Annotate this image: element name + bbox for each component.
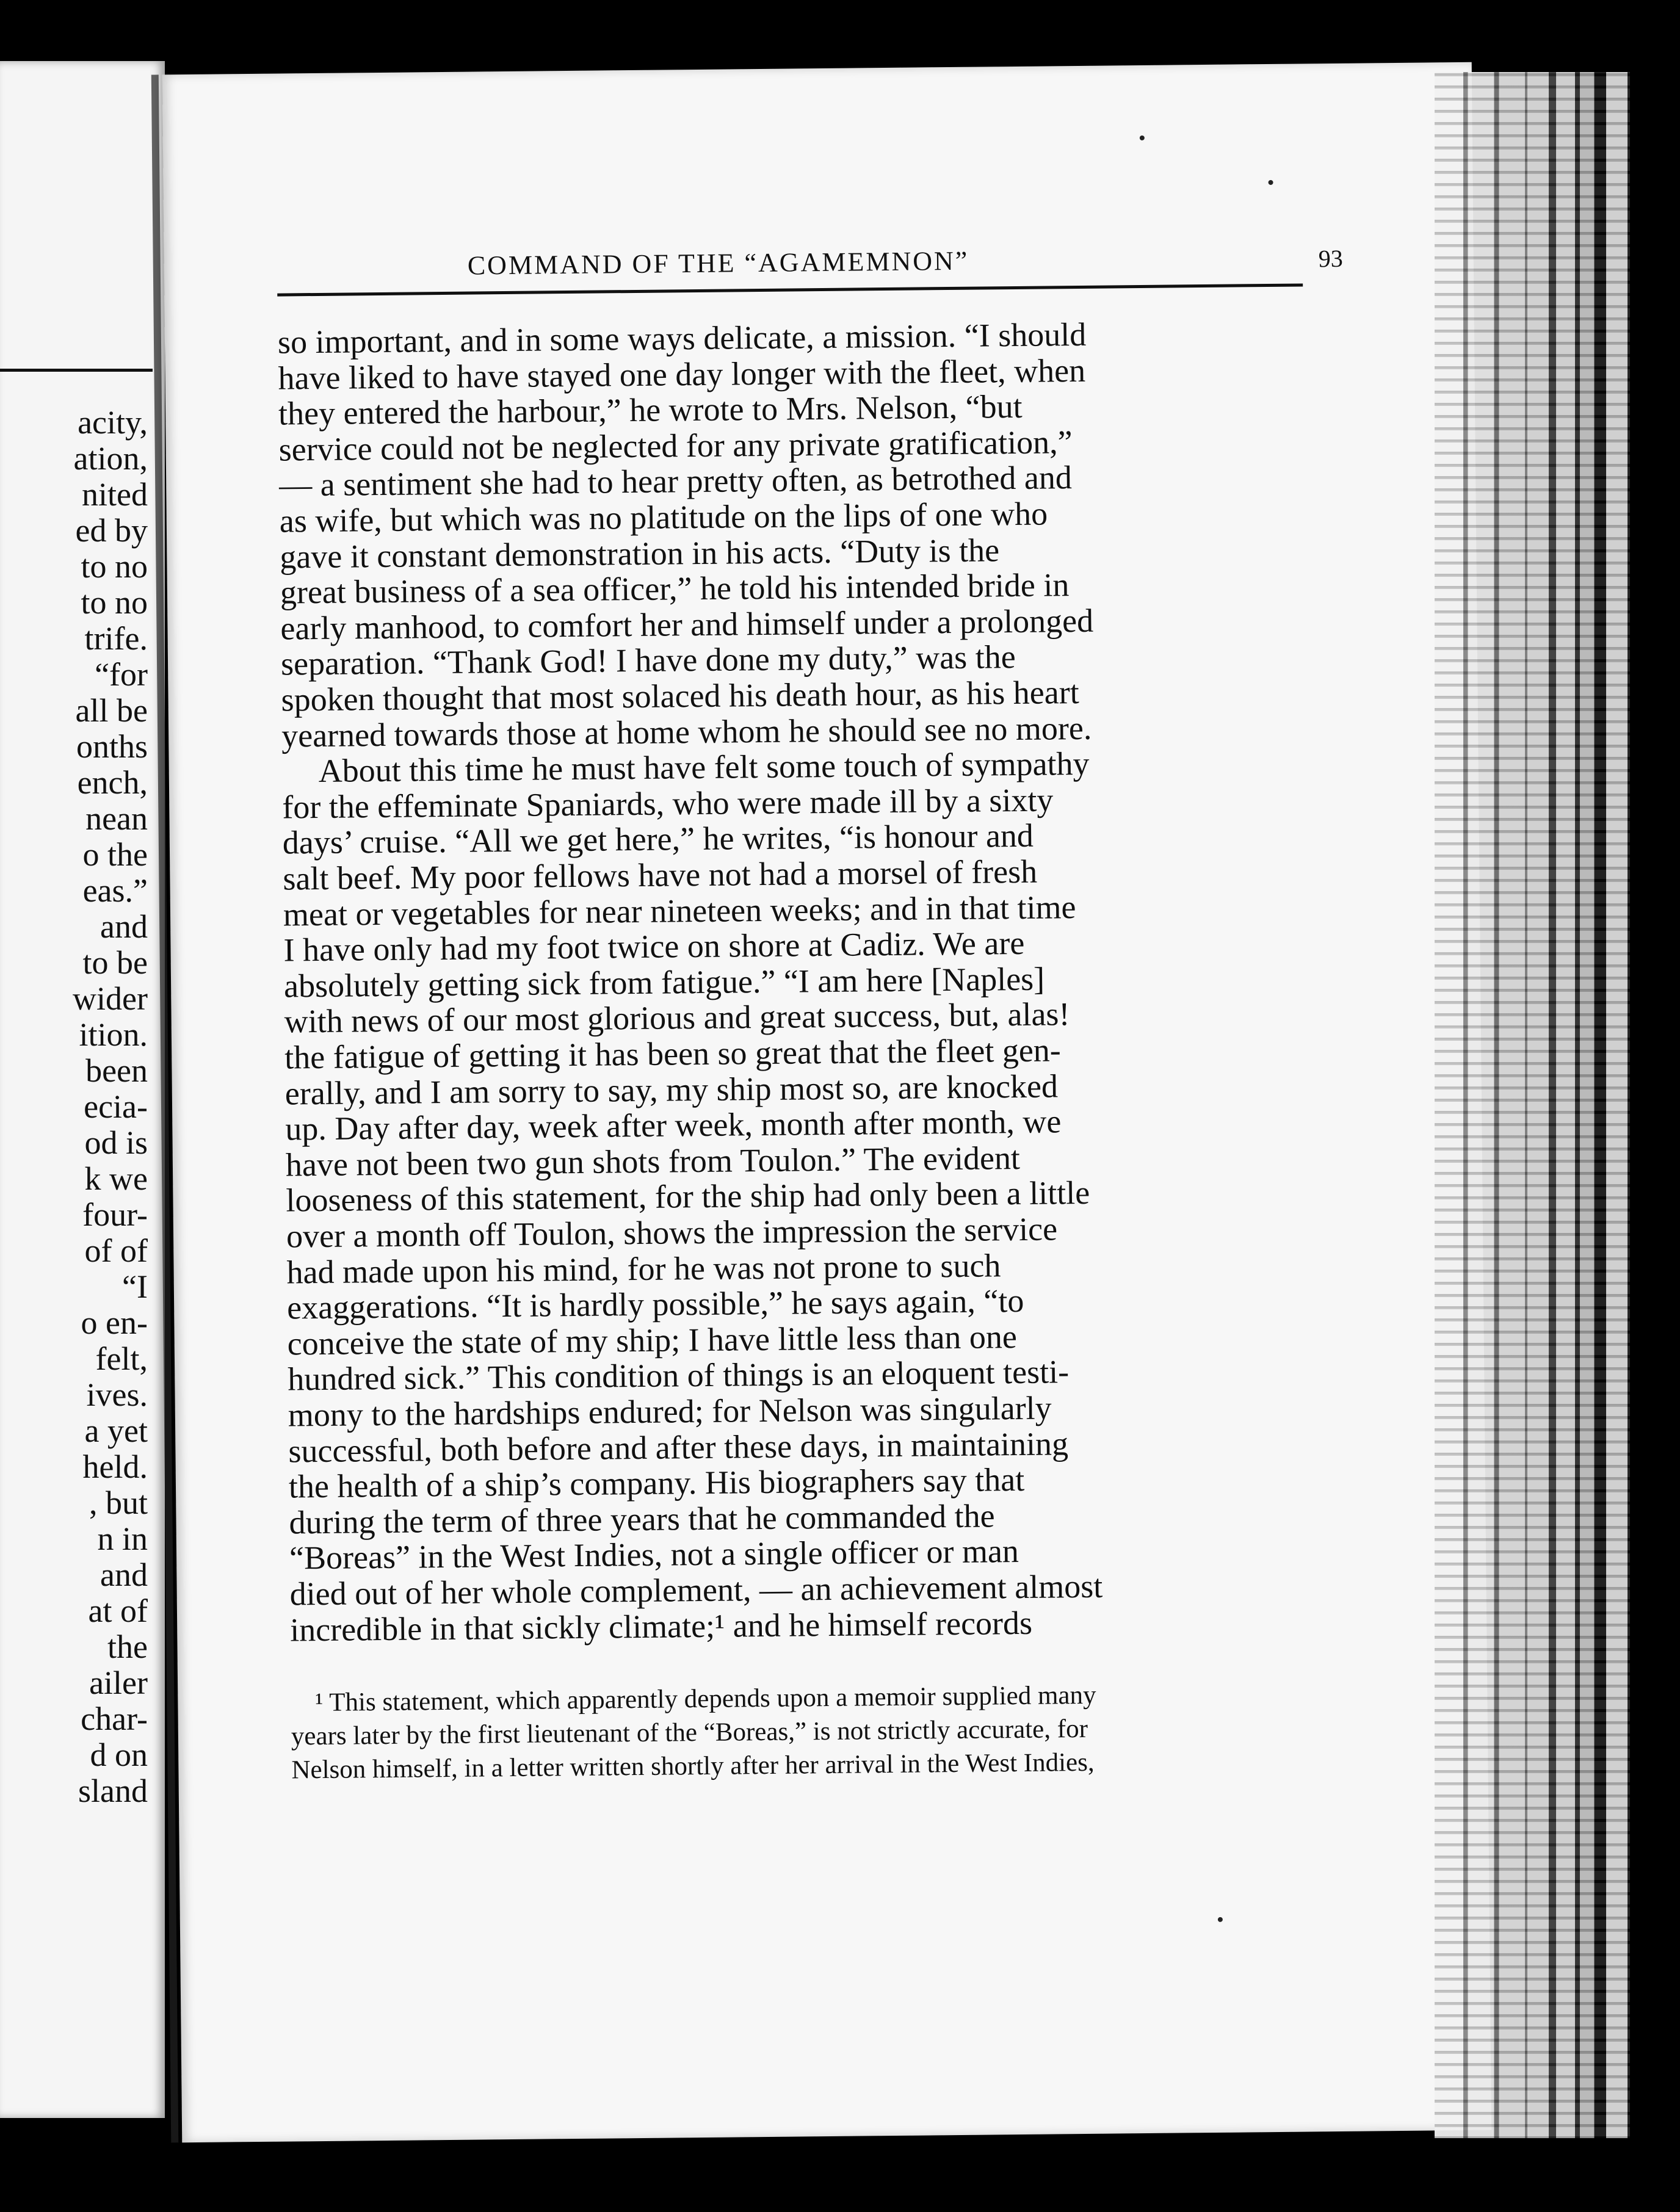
left-page-line: ition. xyxy=(79,1016,148,1053)
page-number: 93 xyxy=(1318,244,1343,273)
page-93 xyxy=(162,62,1491,2142)
body-line: separation. “Thank God! I have done my duty,” was the xyxy=(280,638,1016,682)
body-line: looseness of this statement, for the ship had only been a little xyxy=(286,1174,1090,1219)
body-line: early manhood, to comfort her and himself under a prolonged xyxy=(280,602,1094,647)
left-page-line: ailer xyxy=(89,1664,148,1701)
body-line: yearned towards those at home whom he should see no more. xyxy=(281,709,1092,754)
left-page-line: the xyxy=(107,1628,148,1665)
page-speck xyxy=(1140,136,1145,140)
left-page-line: od is xyxy=(84,1124,148,1161)
footnote-line: years later by the first lieutenant of the “Boreas,” is not strictly accurate, for xyxy=(291,1714,1088,1751)
dark-book-edge xyxy=(1630,72,1673,2138)
left-page-fragment xyxy=(0,61,165,2118)
left-page-line: n in xyxy=(97,1520,148,1557)
left-page-line: wider xyxy=(73,980,148,1017)
body-line: absolutely getting sick from fatigue.” “I am here [Naples] xyxy=(283,960,1045,1005)
body-line: incredible in that sickly climate;¹ and he himself records xyxy=(289,1604,1033,1649)
body-line: during the term of three years that he commanded the xyxy=(289,1497,995,1541)
left-page-line: been xyxy=(85,1052,148,1089)
left-page-line: of of xyxy=(84,1232,148,1269)
body-line: had made upon his mind, for he was not prone to such xyxy=(286,1246,1001,1291)
body-line: successful, both before and after these days, in maintaining xyxy=(288,1425,1069,1470)
body-line: I have only had my foot twice on shore at Cadiz. We are xyxy=(283,925,1025,969)
body-line: spoken thought that most solaced his death hour, as his heart xyxy=(281,674,1079,718)
left-page-line: a yet xyxy=(84,1412,148,1449)
body-line: with news of our most glorious and great success, but, alas! xyxy=(284,996,1070,1040)
body-line: died out of her whole complement, — an achievement almost xyxy=(289,1567,1103,1613)
left-page-line: eas.” xyxy=(82,872,148,909)
body-line: have not been two gun shots from Toulon.” The evident xyxy=(285,1139,1021,1184)
left-page-line: and xyxy=(100,1556,148,1593)
body-line: erally, and I am sorry to say, my ship most so, are knocked xyxy=(284,1067,1059,1112)
left-page-line: o en- xyxy=(81,1304,148,1341)
left-page-line: at of xyxy=(88,1592,148,1629)
body-line: the fatigue of getting it has been so great that the fleet gen- xyxy=(284,1032,1062,1076)
body-text xyxy=(277,315,1175,1649)
footnote-line: Nelson himself, in a letter written shortly after her arrival in the West Indies, xyxy=(291,1748,1095,1785)
left-page-line: four- xyxy=(82,1196,148,1233)
left-page-line: nean xyxy=(85,800,148,837)
left-page-line: onths xyxy=(76,728,148,765)
left-page-line: k we xyxy=(84,1160,148,1197)
running-header-title: COMMAND OF THE “AGAMEMNON” xyxy=(467,245,969,281)
page-speck xyxy=(1218,1917,1223,1922)
left-page-line: ecia- xyxy=(84,1088,148,1125)
left-page-line: “I xyxy=(122,1268,148,1305)
left-page-line: trife. xyxy=(84,620,148,657)
left-page-line: felt, xyxy=(95,1340,148,1377)
left-page-line: “for xyxy=(95,656,148,693)
left-page-line: ives. xyxy=(86,1376,148,1413)
left-page-line: d on xyxy=(90,1737,148,1773)
body-line: mony to the hardships endured; for Nelson was singularly xyxy=(288,1389,1052,1434)
body-line: exaggerations. “It is hardly possible,” he says again, “to xyxy=(286,1282,1024,1326)
left-page-line: and xyxy=(100,908,148,945)
body-line: gave it constant demonstration in his acts. “Duty is the xyxy=(280,531,1000,576)
left-page-line: nited xyxy=(82,476,148,513)
body-line: salt beef. My poor fellows have not had a morsel of fresh xyxy=(283,853,1038,897)
body-line: the health of a ship’s company. His biographers say that xyxy=(288,1461,1025,1505)
footnote-line: ¹ This statement, which apparently depends upon a memoir supplied many xyxy=(315,1680,1096,1718)
body-line: “Boreas” in the West Indies, not a single officer or man xyxy=(289,1533,1019,1577)
body-line: great business of a sea officer,” he told his intended bride in xyxy=(280,566,1070,611)
body-line: over a month off Toulon, shows the impression the service xyxy=(286,1210,1058,1255)
body-line: meat or vegetables for near nineteen weeks; and in that time xyxy=(283,888,1076,933)
left-page-line: all be xyxy=(75,692,148,729)
left-page-line: acity, xyxy=(78,404,148,441)
left-page-line: ation, xyxy=(73,440,148,477)
body-line: service could not be neglected for any private gratification,” xyxy=(278,423,1073,468)
body-line: — a sentiment she had to hear pretty often, as betrothed and xyxy=(278,459,1073,504)
body-line: About this time he must have felt some touch of sympathy xyxy=(318,745,1090,790)
body-line: days’ cruise. “All we get here,” he writes, “is honour and xyxy=(282,817,1034,861)
left-page-line: ed by xyxy=(75,512,148,549)
left-page-line: ench, xyxy=(77,764,148,801)
left-page-line: sland xyxy=(78,1773,148,1809)
left-page-line: o the xyxy=(82,836,148,873)
body-line: so important, and in some ways delicate, a mission. “I should xyxy=(277,316,1087,361)
left-header-rule xyxy=(0,369,153,372)
running-header xyxy=(277,242,1344,316)
body-line: have liked to have stayed one day longer with the fleet, when xyxy=(278,352,1086,397)
page-edge-stack xyxy=(1435,72,1673,2138)
body-line: up. Day after day, week after week, month after month, we xyxy=(285,1103,1062,1148)
body-line: as wife, but which was no platitude on the lips of one who xyxy=(279,495,1048,540)
page-speck xyxy=(1269,180,1273,185)
body-line: they entered the harbour,” he wrote to Mrs. Nelson, “but xyxy=(278,388,1023,432)
left-page-line: to be xyxy=(82,944,148,981)
header-rule xyxy=(277,283,1303,296)
left-page-line: char- xyxy=(81,1701,148,1737)
body-line: for the effeminate Spaniards, who were made ill by a sixty xyxy=(282,781,1054,826)
left-page-line: , but xyxy=(89,1484,148,1521)
left-page-line: to no xyxy=(81,584,148,621)
body-line: conceive the state of my ship; I have little less than one xyxy=(287,1318,1018,1362)
body-line: hundred sick.” This condition of things is an eloquent testi- xyxy=(288,1353,1070,1398)
left-page-line: to no xyxy=(81,548,148,585)
left-page-line: held. xyxy=(82,1448,148,1485)
